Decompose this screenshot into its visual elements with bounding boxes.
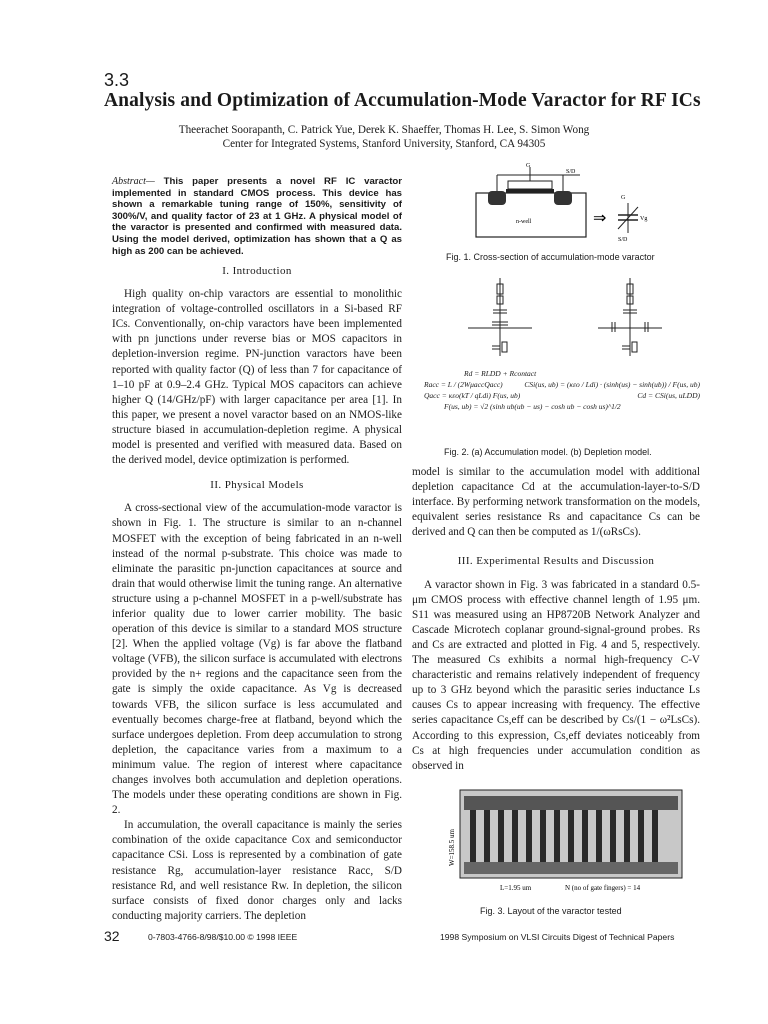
affiliation: Center for Integrated Systems, Stanford University, Stanford, CA 94305 — [222, 138, 546, 150]
right-column-text — [412, 465, 700, 774]
section-number: 3.3 — [104, 70, 130, 90]
fig2-equations — [424, 368, 700, 412]
fig1-nwell-label: n-well — [516, 219, 532, 225]
abstract — [112, 176, 402, 257]
fig2-eq-qacc: Qacc = κεo(kT / qLdi) F(us, ub) — [424, 391, 521, 400]
fig2-caption: Fig. 2. (a) Accumulation model. (b) Depletion model. — [444, 447, 652, 457]
author-block — [0, 123, 768, 151]
models-heading: II. Physical Models — [210, 479, 304, 492]
fig1-sd2-label: S/D — [618, 237, 628, 243]
page-number: 32 — [104, 928, 120, 944]
abstract-label: Abstract— — [112, 176, 155, 187]
intro-paragraph: High quality on-chip varactors are essential to monolithic integration of voltage-controlled oscillators in a Si-based RF ICs. Conventionally, on-chip varactors have been implemented with pn junctions under reverse bias or MOS capacitors in depletion-inversion regime. PN-junction varactors have been reported with quality factor (Q) of less than 7 for capacitance of 1–10 pF at 0.9–2.4 GHz. Typical MOS capacitors can achieve higher Q (14/GHz/pF) with larger capacitance per area [1]. In this paper, we present a novel varactor based on an NMOS-like structure biased in accumulation-depletion regime. A physical model is presented and verified with measured data. Based on the derived model, device optimization is performed. — [112, 288, 402, 467]
fig3-caption: Fig. 3. Layout of the varactor tested — [480, 906, 622, 916]
fig3-layout-image — [440, 788, 690, 898]
models-continuation: model is similar to the accumulation model with additional depletion capacitance Cd at the accumulation-layer-to-S/D interface. By performing network transformation on the models, equivalent series resistance Rs and capacitance Cs can be derived and Q can then be computed as 1/(ωRsCs). — [412, 466, 700, 539]
fig3-width-label: W=158.5 um — [448, 829, 456, 866]
section-introduction — [112, 264, 402, 924]
fig2-eq-racc: Racc = L / (2WμaccQacc) — [424, 380, 503, 389]
fig1-g2-label: G — [621, 195, 626, 201]
results-paragraph: A varactor shown in Fig. 3 was fabricated in a standard 0.5-μm CMOS process with effective channel length of 1.95 μm. S11 was measured using an HP8720B Network Analyzer and Cascade Microtech coplanar ground-signal-ground probes. Rs and Cs are extracted and plotted in Fig. 4 and 5, respectively. The measured Cs exhibits a normal high-frequency C-V characteristic and remains relatively independent of frequency up to 3 GHz beyond which the parasitic series inductance Ls causes Cs to appear increasing with frequency. The effective series capacitance Cs,eff can be described by Cs/(1 − ω²LsCs). According to this expression, Cs,eff deviates noticeably from Cs at high frequencies under accumulation condition as observed in — [412, 578, 700, 772]
fig1-gate-label: G — [526, 163, 531, 169]
fig1-caption: Fig. 1. Cross-section of accumulation-mode varactor — [446, 252, 655, 262]
footer-isbn: 0-7803-4766-8/98/$10.00 © 1998 IEEE — [148, 932, 298, 942]
fig1-arrow-icon: ⇒ — [593, 210, 607, 227]
paper-title: Analysis and Optimization of Accumulation-Mode Varactor for RF ICs — [104, 90, 701, 111]
fig3-length-label: L=1.95 um — [500, 884, 532, 892]
models-paragraph-2: In accumulation, the overall capacitance is mainly the series combination of the oxide capacitance Cox and semiconductor capacitance CSi. Loss is represented by a combination of gate resistance Rg, accumulation-layer resistance Racc, S/D resistance Rd, and well resistance Rw. In depletion, the silicon surface consists of fixed donor charges only and lacks conducting majority carriers. The depletion — [112, 819, 402, 922]
fig2-eq-cd: Cd = CSi(us, uLDD) — [637, 391, 700, 400]
fig3-fingers-label: N (no of gate fingers) = 14 — [565, 884, 641, 892]
results-heading: III. Experimental Results and Discussion — [457, 555, 655, 568]
fig2-eq-csi: CSi(us, ub) = (κεo / Ldi) · (sinh(us) − sinh(ub)) / F(us, ub) — [524, 380, 700, 389]
intro-heading: I. Introduction — [222, 265, 292, 277]
fig1-cross-section — [468, 163, 668, 243]
fig1-sd-label: S/D — [566, 169, 576, 175]
fig2-eq-rd: Rd = RLDD + Rcontact — [464, 369, 537, 378]
models-paragraph-1: A cross-sectional view of the accumulation-mode varactor is shown in Fig. 1. The structure is similar to an n-channel MOSFET with the exception of being fabricated in an n-well instead of the normal p-substrate. This choice was made to eliminate the parasitic pn-junction capacitances at source and drain that would otherwise limit the tuning range. An alternative structure using a p-channel MOSFET in a p-well/substrate has inferior quality due to lower carrier mobility. The basic operation of this device is similar to a standard MOS structure [2]. When the applied voltage (Vg) is far above the flatband voltage (VFB), the silicon surface is accumulated with electrons provided by the n+ regions and the capacitance seen from the gate is simply the oxide capacitance. As Vg is decreased towards VFB, the silicon surface is less accumulated and eventually becomes charge-free at flatband, beyond which the surface undergoes depletion. From deep accumulation to strong depletion, the capacitance varies from a maximum to a minimum value. The region of interest where capacitance changes involves both accumulation and depletion operations. The models under these operating conditions are shown in Fig. 2. — [112, 502, 402, 817]
fig1-vg-label: Vg — [640, 216, 648, 222]
fig2-eq-f: F(us, ub) = √2 (sinh ub(ub − us) − cosh ub − cosh us)^1/2 — [444, 402, 621, 411]
abstract-text: This paper presents a novel RF IC varactor implemented in standard CMOS process. This device has shown a remarkable tuning range of 150%, sensitivity of 300%/V, and quality factor of 23 at 1 GHz. A physical model of the varactor is presented and confirmed with measured data. Using the model derived, optimization has shown that a Q as high as 200 can be achieved. — [112, 176, 402, 257]
footer-venue: 1998 Symposium on VLSI Circuits Digest of Technical Papers — [440, 932, 675, 942]
authors: Theerachet Soorapanth, C. Patrick Yue, Derek K. Shaeffer, Thomas H. Lee, S. Simon Wong — [178, 124, 590, 136]
fig2-circuit-models — [460, 276, 690, 366]
